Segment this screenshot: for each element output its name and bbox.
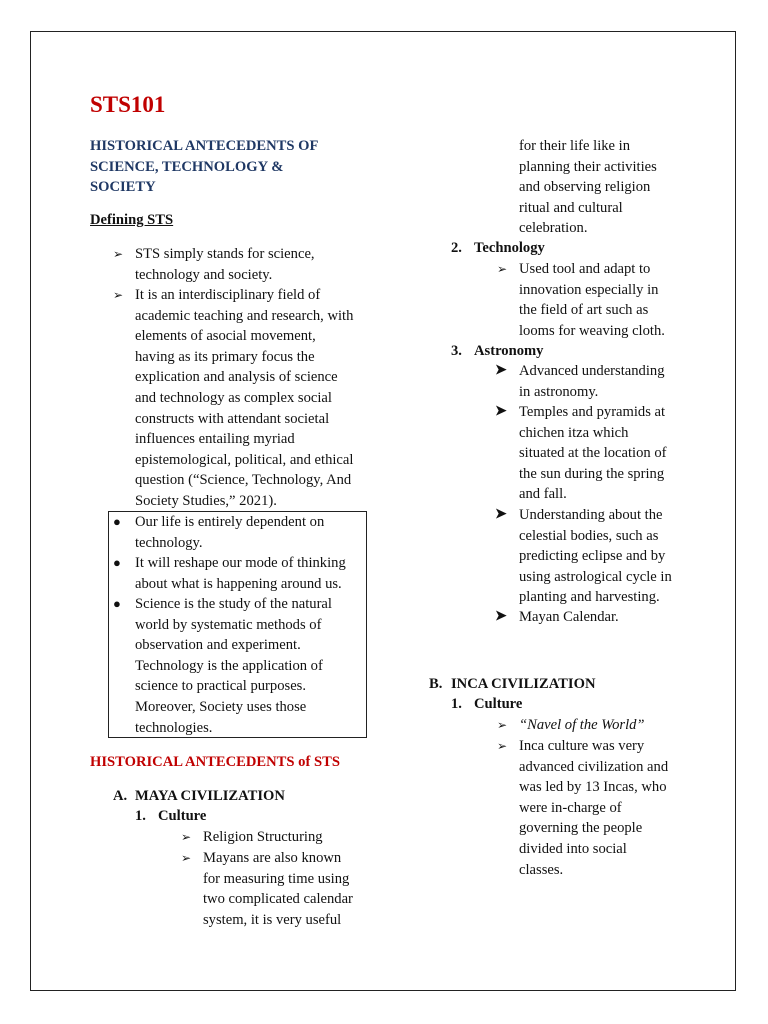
text-line: two complicated calendar (203, 891, 353, 908)
text-line: planting and harvesting. (519, 589, 660, 606)
arrow-bullet-icon: ➤ (495, 404, 507, 419)
text-line: were in-charge of (519, 799, 622, 816)
text-line: situated at the location of (519, 445, 667, 462)
bullet-text (203, 827, 323, 848)
text-line: academic teaching and research, with (135, 307, 354, 324)
text-line: classes. (519, 861, 564, 878)
text-line: divided into social (519, 840, 627, 857)
boxed-bullet-text (135, 594, 332, 738)
arrow-bullet-icon: ➢ (181, 830, 192, 844)
main-heading-line: SOCIETY (90, 179, 156, 195)
text-line: Understanding about the (519, 507, 663, 523)
text-line: and technology as complex social (135, 389, 332, 406)
text-line: technology. (135, 534, 203, 551)
section-letter: A. (113, 788, 128, 804)
text-line: governing the people (519, 820, 643, 837)
text-line: constructs with attendant societal (135, 410, 330, 427)
text-line: Technology is the application of (135, 657, 323, 674)
bullet-text (519, 736, 668, 880)
text-line: using astrological cycle in (519, 568, 672, 585)
text-line: Mayans are also known (203, 850, 342, 866)
boxed-bullet-text (135, 512, 324, 553)
main-heading-line: HISTORICAL ANTECEDENTS OF (90, 138, 319, 154)
text-line: and fall. (519, 486, 567, 503)
text-line: looms for weaving cloth. (519, 322, 665, 339)
text-line: Science is the study of the natural (135, 596, 332, 612)
historical-antecedents-heading: HISTORICAL ANTECEDENTS of STS (90, 754, 340, 770)
text-line: explication and analysis of science (135, 369, 338, 386)
dot-bullet-icon: ● (113, 596, 121, 611)
arrow-bullet-icon: ➤ (495, 609, 507, 624)
text-line: the field of art such as (519, 302, 649, 319)
text-line: Temples and pyramids at (519, 404, 666, 420)
text-line: epistemological, political, and ethical (135, 451, 354, 468)
text-line: Inca culture was very (519, 738, 645, 754)
bullet-text (135, 244, 315, 285)
defining-sts-heading: Defining STS (90, 212, 174, 228)
maya-civilization-heading: MAYA CIVILIZATION (135, 788, 285, 804)
text-line: technology and society. (135, 266, 273, 283)
bullet-text (519, 402, 667, 505)
text-line: ritual and cultural (519, 199, 623, 216)
arrow-bullet-icon: ➤ (495, 507, 507, 522)
text-line: planning their activities (519, 158, 657, 175)
text-line: STS simply stands for science, (135, 246, 315, 262)
continued-text (519, 136, 657, 239)
text-line: Society Studies,” 2021). (135, 492, 277, 509)
list-number: 3. (451, 343, 462, 359)
list-number: 2. (451, 240, 462, 256)
text-line: It is an interdisciplinary field of (135, 287, 321, 303)
text-line: predicting eclipse and by (519, 548, 666, 565)
text-line: was led by 13 Incas, who (519, 779, 667, 796)
text-line: and observing religion (519, 179, 651, 196)
maya-culture-heading: Culture (158, 808, 207, 824)
technology-heading: Technology (474, 240, 545, 256)
text-line: observation and experiment. (135, 637, 301, 654)
text-line: Used tool and adapt to (519, 261, 651, 277)
text-line: technologies. (135, 719, 213, 736)
main-heading (90, 136, 318, 198)
document-title: STS101 (90, 92, 166, 117)
list-number: 1. (135, 808, 146, 824)
arrow-bullet-icon: ➢ (181, 851, 192, 865)
bullet-text (519, 361, 665, 402)
main-heading-line: SCIENCE, TECHNOLOGY & (90, 158, 284, 175)
text-line: celebration. (519, 220, 588, 237)
text-line: influences entailing myriad (135, 431, 295, 448)
text-line: system, it is very useful (203, 911, 342, 928)
text-line: having as its primary focus the (135, 348, 315, 365)
arrow-bullet-icon: ➢ (497, 739, 508, 753)
boxed-bullet-text (135, 553, 346, 594)
text-line: “Navel of the World” (519, 717, 645, 733)
text-line: Advanced understanding (519, 363, 665, 379)
text-line: It will reshape our mode of thinking (135, 555, 346, 571)
text-line: celestial bodies, such as (519, 527, 659, 544)
text-line: elements of asocial movement, (135, 328, 316, 345)
text-line: science to practical purposes. (135, 678, 306, 695)
text-line: Moreover, Society uses those (135, 698, 307, 715)
text-line: innovation especially in (519, 281, 659, 298)
text-line: about what is happening around us. (135, 575, 342, 592)
bullet-text (203, 848, 353, 930)
text-line: Religion Structuring (203, 829, 323, 845)
text-line: world by systematic methods of (135, 616, 322, 633)
dot-bullet-icon: ● (113, 555, 121, 570)
section-letter: B. (429, 676, 443, 692)
text-line: advanced civilization and (519, 758, 669, 775)
arrow-bullet-icon: ➢ (497, 262, 508, 276)
text-line: Mayan Calendar. (519, 609, 619, 625)
text-line: for their life like in (519, 138, 631, 154)
bullet-text (519, 259, 665, 341)
text-line: Our life is entirely dependent on (135, 514, 325, 530)
text-line: question (“Science, Technology, And (135, 472, 352, 489)
bullet-text (135, 285, 353, 512)
text-line: the sun during the spring (519, 465, 665, 482)
arrow-bullet-icon: ➢ (113, 288, 124, 302)
arrow-bullet-icon: ➤ (495, 363, 507, 378)
inca-culture-heading: Culture (474, 696, 523, 712)
arrow-bullet-icon: ➢ (497, 718, 508, 732)
bullet-text (519, 715, 645, 736)
arrow-bullet-icon: ➢ (113, 247, 124, 261)
dot-bullet-icon: ● (113, 514, 121, 529)
text-line: in astronomy. (519, 383, 599, 400)
astronomy-heading: Astronomy (474, 343, 544, 359)
list-number: 1. (451, 696, 462, 712)
text-line: for measuring time using (203, 870, 350, 887)
bullet-text (519, 505, 672, 608)
bullet-text (519, 607, 619, 628)
inca-civilization-heading: INCA CIVILIZATION (451, 676, 596, 692)
text-line: chichen itza which (519, 424, 629, 441)
